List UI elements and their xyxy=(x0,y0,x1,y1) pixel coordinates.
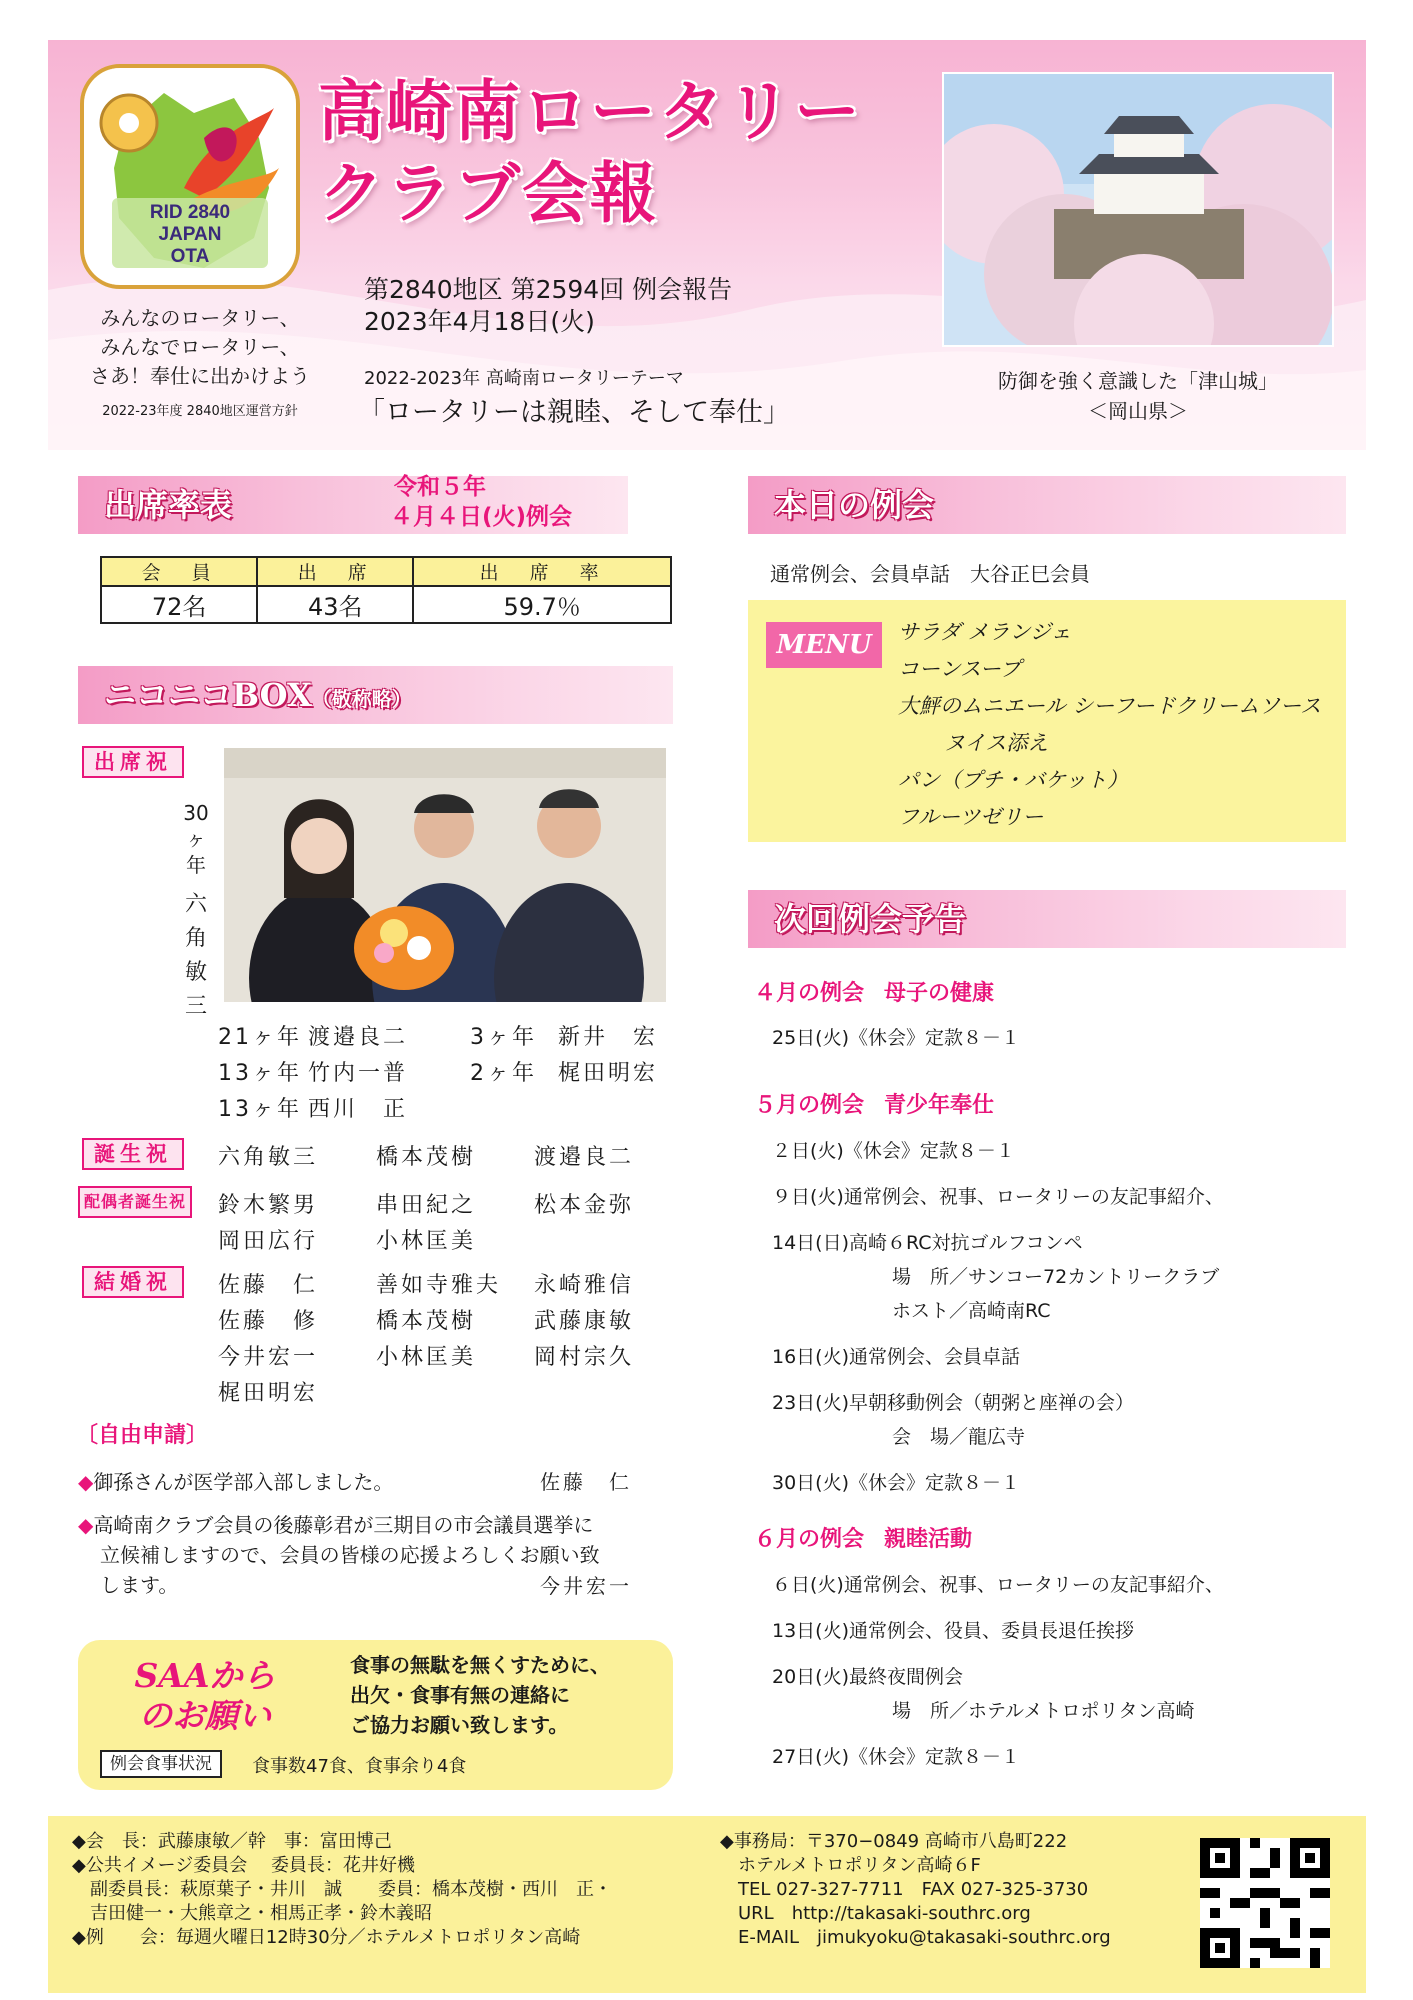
spouse-birthday-tag: 配偶者誕生祝 xyxy=(78,1186,192,1218)
col-members: 会 員 xyxy=(101,557,257,586)
club-logo xyxy=(80,64,300,289)
meal-status-label: 例会食事状況 xyxy=(100,1750,222,1778)
attendance-celebration-tag: 出席祝 xyxy=(82,746,184,778)
theme-label: 2022-2023年 高崎南ロータリーテーマ xyxy=(364,368,684,389)
menu-items: サラダ メランジェ コーンスープ 大鮃のムニエール シーフードクリームソース ヌイス添え パン（プチ・バケット） フルーツゼリー xyxy=(898,620,1322,829)
policy-caption: 2022-23年度 2840地区運営方針 xyxy=(102,404,298,419)
diamond-bullet-icon: ◆ xyxy=(78,1470,94,1494)
district-slogan: みんなのロータリー、 みんなでロータリー、 さあ！奉仕に出かけよう xyxy=(90,306,310,388)
attendance-meeting-date: 令和５年 ４月４日(火)例会 xyxy=(390,474,573,530)
svg-text:JAPAN: JAPAN xyxy=(158,224,222,245)
free-application-heading: 〔自由申請〕 xyxy=(76,1423,209,1448)
member-photo xyxy=(224,748,666,1002)
today-description: 通常例会、会員卓話 大谷正巳会員 xyxy=(770,562,1090,586)
free-application-2-name: 今井宏一 xyxy=(540,1574,632,1598)
menu-label: MENU xyxy=(766,622,882,668)
photo-caption: 防御を強く意識した「津山城」 ＜岡山県＞ xyxy=(998,369,1278,423)
nikoniko-heading: ニコニコBOX（敬称略） xyxy=(78,666,673,724)
members-value: 72名 xyxy=(101,586,257,623)
website-link[interactable]: URL http://takasaki-southrc.org xyxy=(720,1903,1031,1924)
qr-code-icon[interactable] xyxy=(1200,1838,1330,1968)
email-link[interactable]: E-MAIL jimukyoku@takasaki-southrc.org xyxy=(720,1927,1111,1948)
diamond-bullet-icon: ◆ xyxy=(78,1513,94,1537)
meeting-report-number: 第2840地区 第2594回 例会報告 xyxy=(364,275,733,304)
birthday-tag: 誕生祝 xyxy=(82,1138,184,1170)
saa-message: 食事の無駄を無くすために、 出欠・食事有無の連絡に ご協力お願い致します。 xyxy=(350,1653,610,1737)
title-line-2: クラブ会報 xyxy=(318,154,658,232)
featured-name: 六角敏三 xyxy=(184,892,207,1019)
newsletter-title xyxy=(318,70,938,234)
footer-officers: ◆会 長：武藤康敏／幹 事：富田博己 ◆公共イメージ委員会 委員長：花井好機 副委員長：萩原葉子・井川 誠 委員：橋本茂樹・西川 正・ 吉田健一・大熊章之・相馬正孝・鈴木義昭 ◆例 会：毎週火曜日12時30分／ホテルメトロポリタン高崎 xyxy=(72,1831,612,1948)
wedding-tag: 結婚祝 xyxy=(82,1266,184,1298)
col-present: 出 席 xyxy=(257,557,413,586)
title-line-1: 高崎南ロータリー xyxy=(318,72,862,150)
meeting-date: 2023年4月18日(火) xyxy=(364,307,595,336)
rate-value: 59.7％ xyxy=(413,586,671,623)
svg-text:RID 2840: RID 2840 xyxy=(149,202,231,223)
free-application-1-name: 佐藤 仁 xyxy=(540,1470,632,1494)
free-application-2: ◆高崎南クラブ会員の後藤彰君が三期目の市会議員選挙に 立候補しますので、会員の皆様の応援よろしくお願い致 します。 xyxy=(78,1513,600,1597)
attendance-heading: 出席率表 xyxy=(78,476,628,534)
april-heading: ４月の例会 母子の健康 xyxy=(754,981,995,1006)
april-schedule-item: 25日(火)《休会》定款８－１ xyxy=(772,1027,1021,1049)
svg-text:OTA: OTA xyxy=(170,246,210,267)
club-theme: 「ロータリーは親睦、そして奉仕」 xyxy=(358,397,790,428)
footer-office-contact: ◆事務局：〒370−0849 高崎市八島町222 ホテルメトロポリタン高崎６F TEL 027-327-7711 FAX 027-325-3730 URL http://takasaki-southrc.org E-MAIL jimukyoku@takasaki-southrc.org xyxy=(720,1831,1111,1948)
meal-status: 食事数47食、食事余り4食 xyxy=(252,1756,467,1777)
today-meeting-heading: 本日の例会 xyxy=(748,476,1346,534)
col-rate: 出 席 率 xyxy=(413,557,671,586)
present-value: 43名 xyxy=(257,586,413,623)
free-application-1: ◆御孫さんが医学部入部しました。 xyxy=(78,1470,394,1494)
attendance-table xyxy=(100,556,672,624)
featured-years: 30ヶ年 xyxy=(183,801,209,877)
saa-title: SAAから のお願い xyxy=(134,1656,276,1735)
next-meeting-heading: 次回例会予告 xyxy=(748,890,1346,948)
may-heading: ５月の例会 青少年奉仕 xyxy=(754,1093,995,1118)
june-heading: ６月の例会 親睦活動 xyxy=(754,1527,973,1552)
castle-photo xyxy=(942,72,1334,347)
